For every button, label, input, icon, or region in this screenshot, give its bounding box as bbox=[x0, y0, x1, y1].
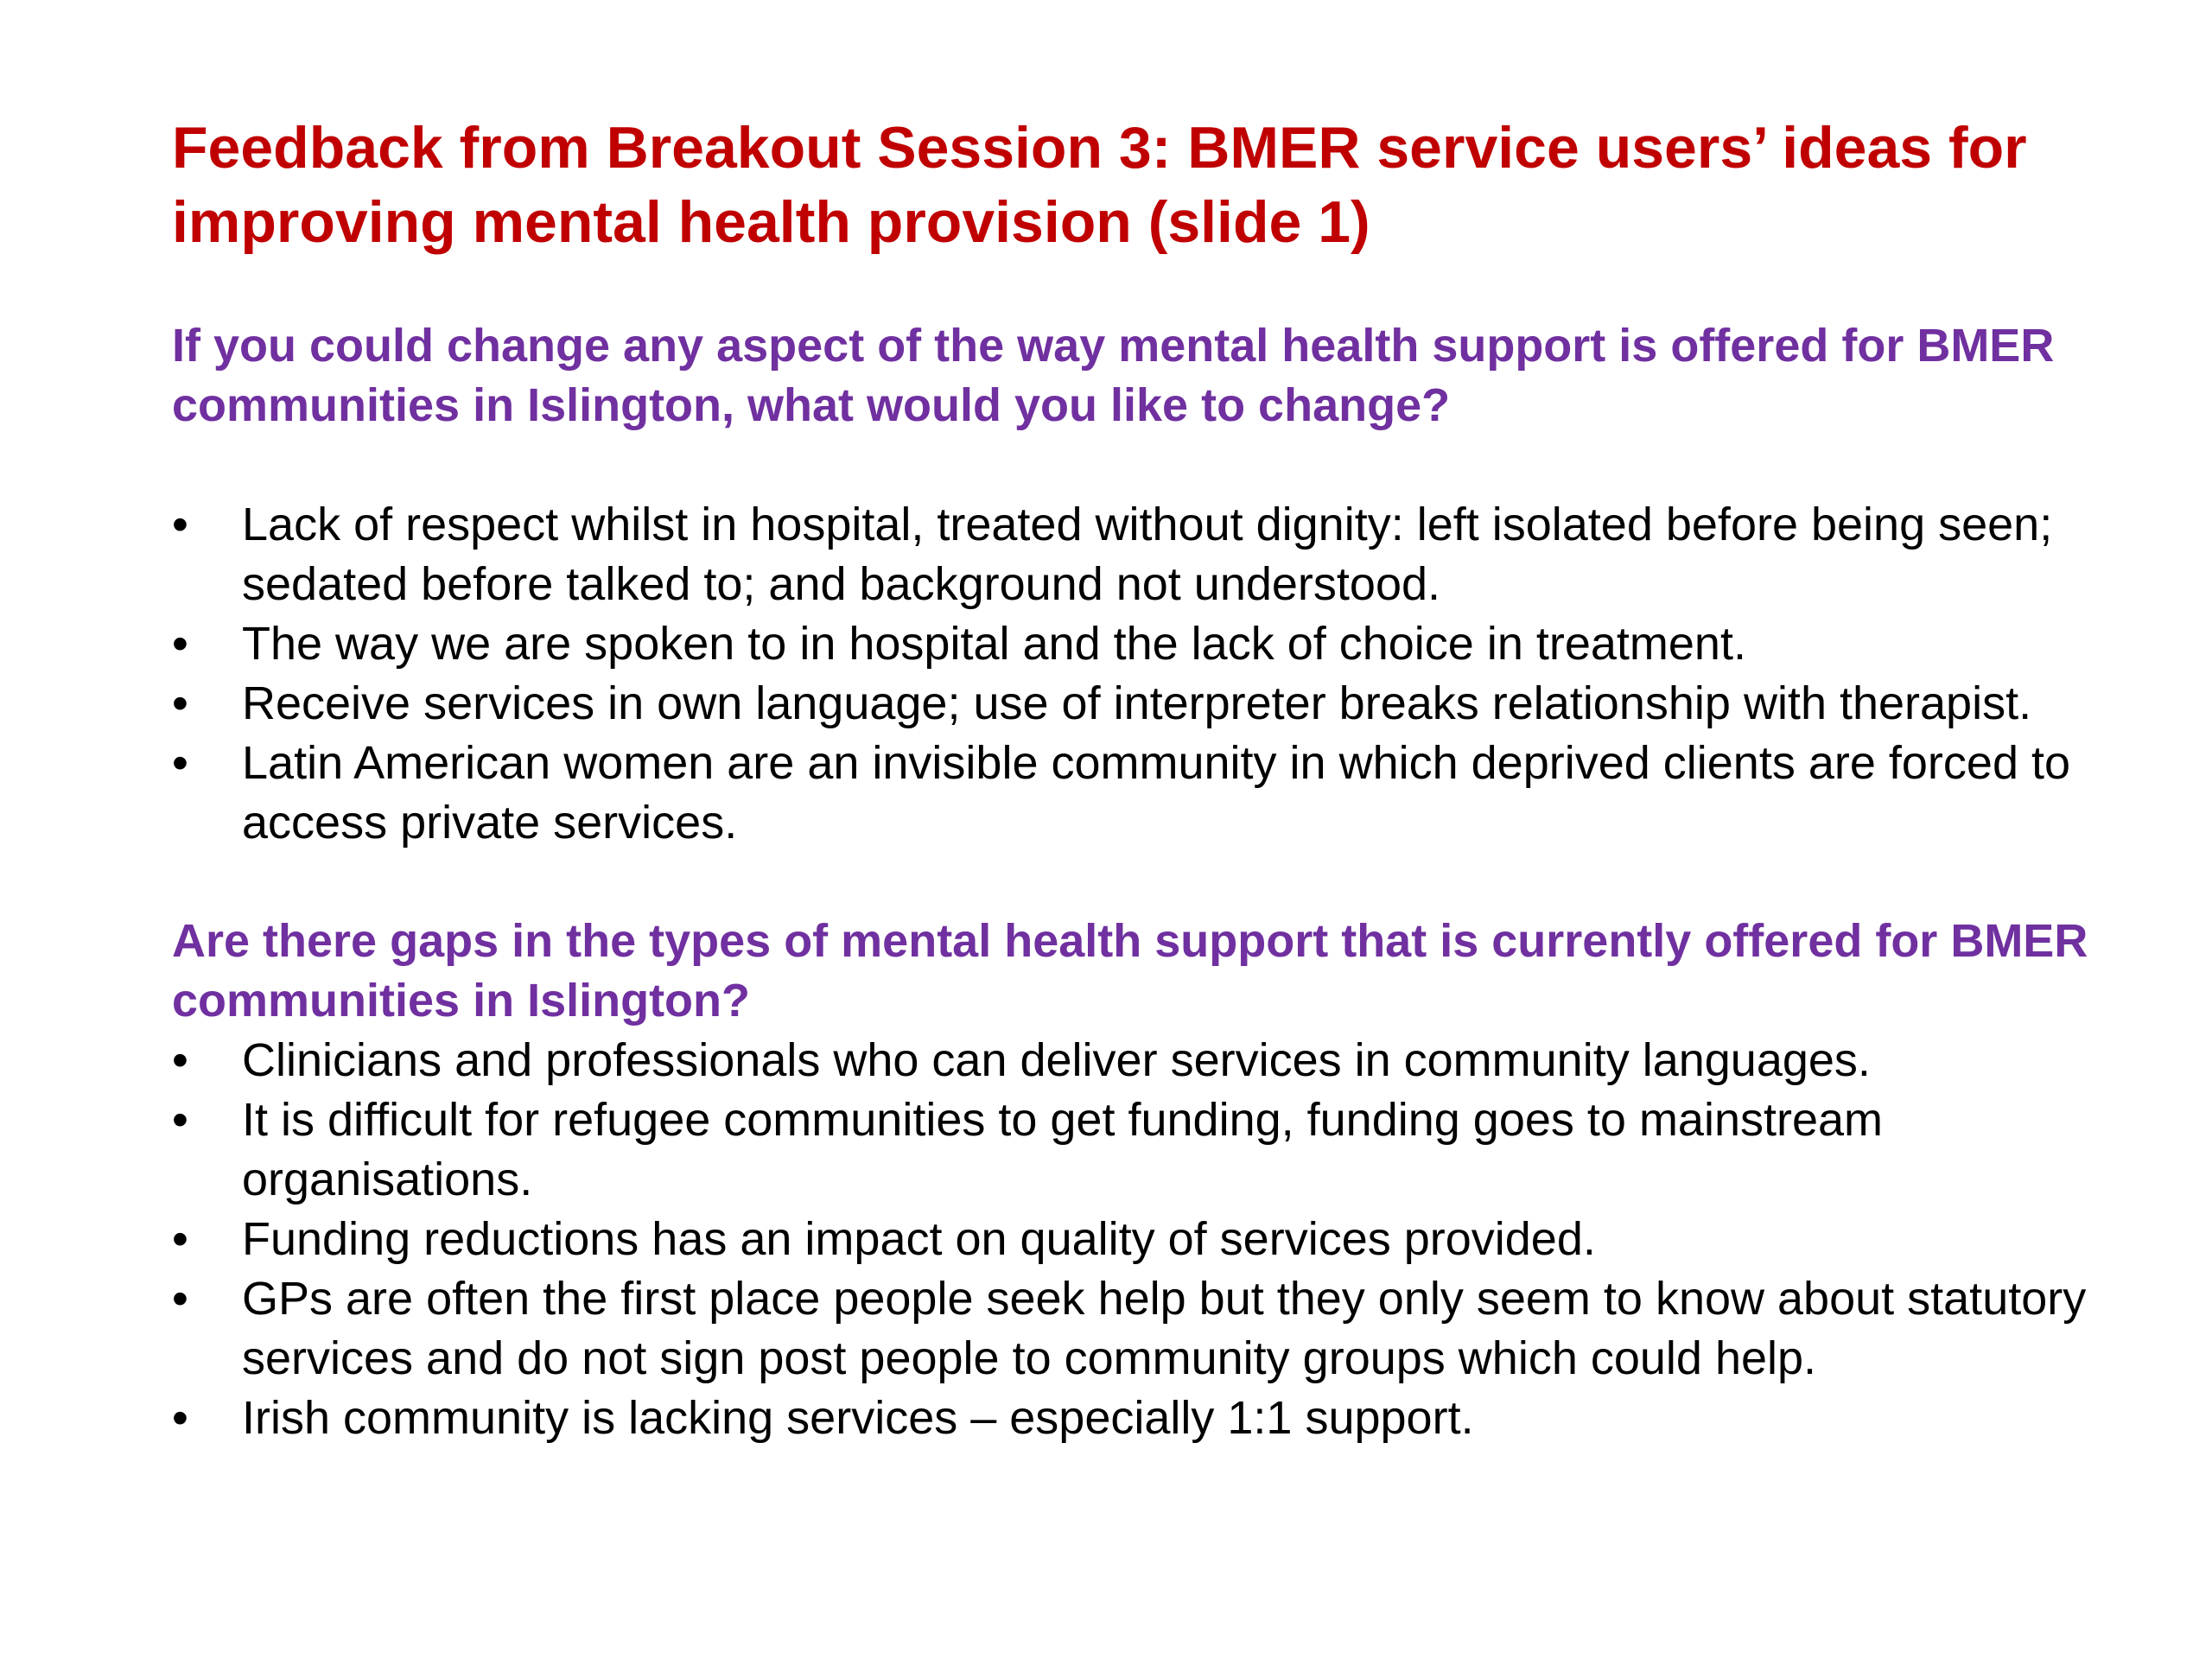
bullet-icon: • bbox=[172, 1392, 188, 1444]
bullet-icon: • bbox=[172, 618, 188, 670]
bullet-icon: • bbox=[172, 499, 188, 550]
support-gaps-list bbox=[172, 1031, 2159, 1448]
list-item bbox=[172, 1031, 2159, 1090]
list-item-text: Clinicians and professionals who can deliver services in community languages. bbox=[242, 1034, 1871, 1086]
bullet-icon: • bbox=[172, 737, 188, 789]
bullet-icon: • bbox=[172, 677, 188, 729]
slide-content bbox=[172, 111, 2159, 1448]
list-item bbox=[172, 1090, 2159, 1210]
list-item-text: GPs are often the first place people seek help but they only seem to know about statutory services and do not sign post people to community groups which could help. bbox=[242, 1273, 2087, 1384]
list-item-text: Latin American women are an invisible community in which deprived clients are forced to access private services. bbox=[242, 737, 2071, 849]
list-item bbox=[172, 1269, 2159, 1389]
list-item-text: Funding reductions has an impact on quality of services provided. bbox=[242, 1213, 1596, 1265]
list-item bbox=[172, 614, 2159, 674]
bullet-icon: • bbox=[172, 1213, 188, 1265]
change-ideas-list bbox=[172, 495, 2159, 853]
list-item bbox=[172, 734, 2159, 853]
list-item-text: Lack of respect whilst in hospital, treated without dignity: left isolated before being seen; sedated before talked to; and background not understood. bbox=[242, 499, 2053, 610]
list-item-text: It is difficult for refugee communities to get funding, funding goes to mainstream organisations. bbox=[242, 1094, 1884, 1205]
bullet-icon: • bbox=[172, 1034, 188, 1086]
list-item-text: The way we are spoken to in hospital and the lack of choice in treatment. bbox=[242, 618, 1746, 670]
bullet-icon: • bbox=[172, 1094, 188, 1146]
bullet-icon: • bbox=[172, 1273, 188, 1325]
list-item-text: Irish community is lacking services – especially 1:1 support. bbox=[242, 1392, 1474, 1444]
question-heading-gaps: Are there gaps in the types of mental health support that is currently offered for BMER communities in Islington? bbox=[172, 915, 2088, 1027]
list-item bbox=[172, 1389, 2159, 1448]
list-item-text: Receive services in own language; use of interpreter breaks relationship with therapist. bbox=[242, 677, 2032, 729]
question-heading-change: If you could change any aspect of the way mental health support is offered for BMER communities in Islington, what would you like to change? bbox=[172, 320, 2055, 431]
list-item bbox=[172, 1210, 2159, 1269]
list-item bbox=[172, 495, 2159, 614]
slide-title: Feedback from Breakout Session 3: BMER service users’ ideas for improving mental health provision (slide 1) bbox=[172, 115, 2027, 255]
list-item bbox=[172, 674, 2159, 734]
